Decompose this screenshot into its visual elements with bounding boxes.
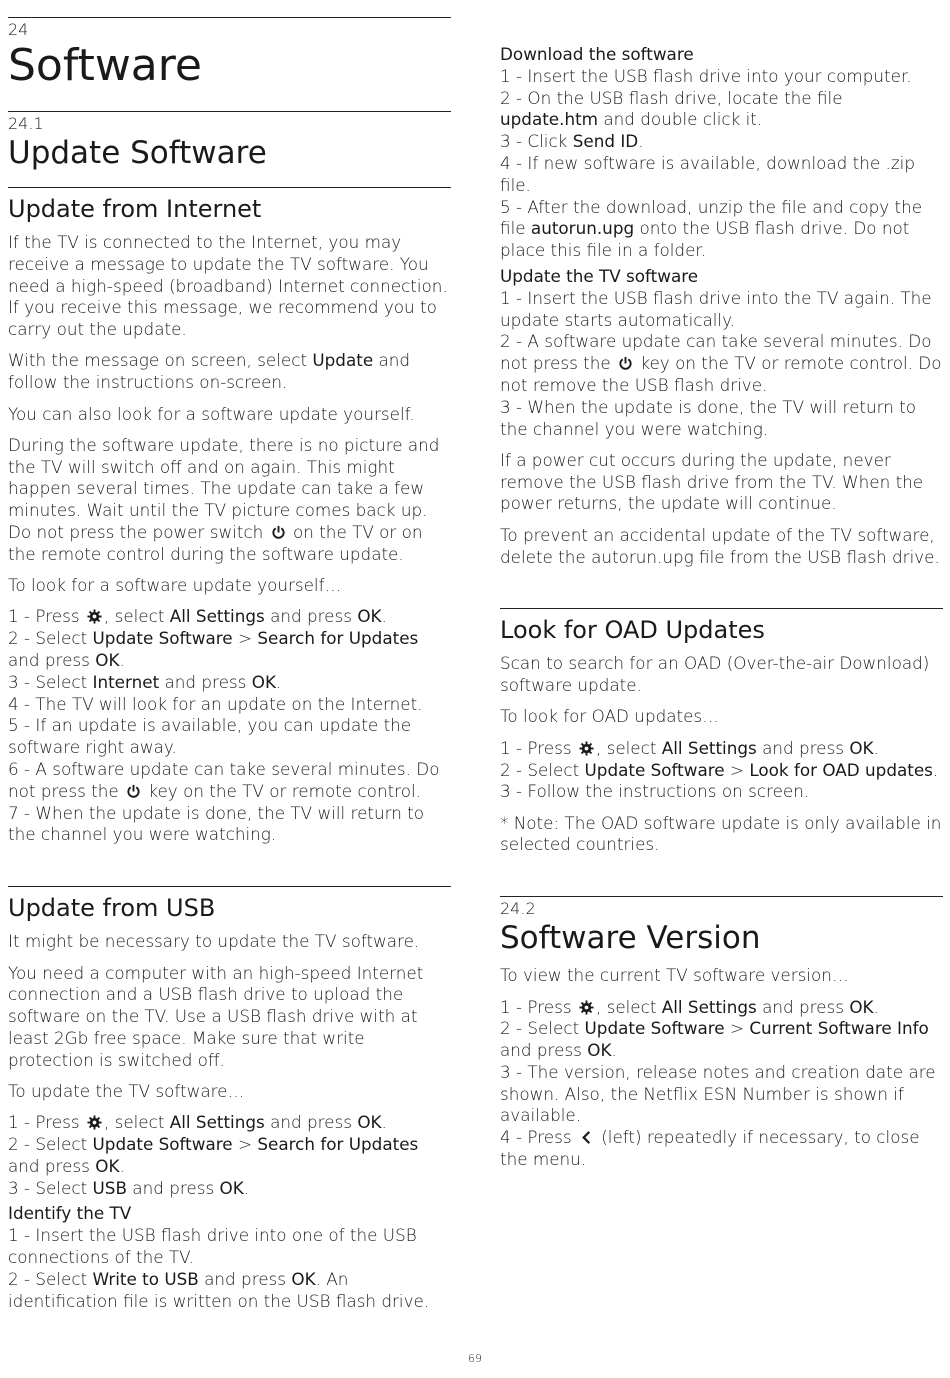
list-item: 1 - Insert the USB flash drive into one of the USB connections of the TV. — [8, 1225, 417, 1268]
section-number: 24.1 — [8, 114, 44, 133]
paragraph: To prevent an accidental update of the TV software, delete the autorun.upg file from the USB flash drive. — [500, 524, 940, 567]
gear-icon — [579, 741, 594, 756]
list-item: 1 - Press , select All Settings and press OK. — [8, 1112, 387, 1133]
chapter-rule — [8, 17, 451, 18]
list-item: 3 - When the update is done, the TV will return to the channel you were watching. — [500, 396, 917, 439]
paragraph: It might be necessary to update the TV software. — [8, 931, 420, 952]
list-item: 1 - Press , select All Settings and press OK. — [500, 737, 879, 758]
gear-icon — [87, 609, 102, 624]
list-item: 3 - The version, release notes and creation date are shown. Also, the Netflix ESN Number is shown if available. — [500, 1061, 936, 1126]
section-title: Software Version — [500, 920, 761, 957]
list-item: 6 - A software update can take several minutes. Do not press the key on the TV or remote control. — [8, 759, 440, 801]
list-item: 2 - Select Update Software > Search for Updates and press OK. — [8, 1134, 419, 1176]
paragraph: You need a computer with an high-speed Internet connection and a USB flash drive to upload the software on the TV. Use a USB flash drive with at least 2Gb free space. Make sure that write protection is switched off. — [8, 962, 424, 1070]
section-rule — [8, 111, 451, 112]
list-item: 3 - Click Send ID. — [500, 131, 644, 152]
left-column — [8, 0, 451, 1312]
list-item: 1 - Press , select All Settings and press OK. — [500, 996, 879, 1017]
chapter-number: 24 — [8, 20, 29, 39]
list-item: 1 - Press , select All Settings and press OK. — [8, 606, 387, 627]
subsection-rule — [8, 886, 451, 887]
section-rule — [500, 896, 943, 897]
subsection-title-usb: Update from USB — [8, 894, 216, 923]
paragraph: To look for OAD updates… — [500, 706, 719, 727]
page-number: 69 — [468, 1352, 482, 1365]
subheading-update-tv: Update the TV software — [500, 265, 699, 286]
subheading-download: Download the software — [500, 44, 694, 64]
list-item: 4 - Press (left) repeatedly if necessary, to close the menu. — [500, 1127, 920, 1170]
list-item: 2 - Select Update Software > Search for Updates and press OK. — [8, 628, 419, 671]
power-icon — [126, 784, 141, 799]
paragraph: With the message on screen, select Update and follow the instructions on-screen. — [8, 350, 411, 393]
list-item: 2 - Select Write to USB and press OK. An identification file is written on the USB flash drive. — [8, 1268, 430, 1311]
note: * Note: The OAD software update is only available in selected countries. — [500, 812, 942, 855]
list-item: 2 - On the USB flash drive, locate the file update.htm and double click it. — [500, 87, 843, 130]
paragraph: To update the TV software… — [8, 1081, 245, 1101]
list-item: 2 - Select Update Software > Current Software Info and press OK. — [500, 1018, 929, 1061]
paragraph: You can also look for a software update yourself. — [8, 403, 415, 424]
right-column — [500, 0, 943, 1171]
paragraph: To look for a software update yourself… — [8, 575, 342, 596]
paragraph: If a power cut occurs during the update, never remove the USB flash drive from the TV. When the power returns, the update will continue. — [500, 449, 924, 514]
section-number: 24.2 — [500, 899, 536, 919]
paragraph: If the TV is connected to the Internet, you may receive a message to update the TV software. You need a high-speed (broadband) Internet connection. If you receive this message, we recommend you to carry out the update. — [8, 232, 448, 340]
list-item: 5 - If an update is available, you can update the software right away. — [8, 715, 412, 758]
list-item: 3 - Select Internet and press OK. — [8, 671, 282, 692]
subsection-rule — [500, 608, 943, 609]
subsection-title-oad: Look for OAD Updates — [500, 616, 765, 645]
subsection-title-internet: Update from Internet — [8, 195, 262, 223]
gear-icon — [579, 1000, 594, 1015]
power-icon — [618, 356, 633, 371]
list-item: 3 - Follow the instructions on screen. — [500, 781, 810, 802]
paragraph: To view the current TV software version… — [500, 965, 849, 986]
gear-icon — [87, 1115, 102, 1130]
list-item: 4 - The TV will look for an update on the Internet. — [8, 693, 423, 714]
subsection-rule — [8, 187, 451, 188]
list-item: 5 - After the download, unzip the file and copy the file autorun.upg onto the USB flash drive. Do not place this file in a folder. — [500, 196, 923, 261]
list-item: 7 - When the update is done, the TV will return to the channel you were watching. — [8, 802, 425, 845]
chapter-title: Software — [8, 40, 202, 91]
paragraph: During the software update, there is no picture and the TV will switch off and on again. This might happen several times. The update can take a few minutes. Wait until the TV picture comes back up. Do not press the power switch on the TV or on the remote control during the software update. — [8, 434, 440, 564]
list-item: 2 - Select Update Software > Look for OAD updates. — [500, 759, 939, 780]
power-icon — [271, 525, 286, 540]
list-item: 3 - Select USB and press OK. — [8, 1177, 250, 1198]
list-item: 1 - Insert the USB flash drive into the TV again. The update starts automatically. — [500, 287, 932, 330]
paragraph: Scan to search for an OAD (Over-the-air Download) software update. — [500, 653, 930, 696]
section-title: Update Software — [8, 135, 267, 171]
list-item: 2 - A software update can take several minutes. Do not press the key on the TV or remote control. Do not remove the USB flash drive. — [500, 331, 942, 395]
chevron-left-icon — [579, 1130, 594, 1145]
list-item: 4 - If new software is available, download the .zip file. — [500, 152, 915, 195]
subheading-identify: Identify the TV — [8, 1203, 132, 1224]
list-item: 1 - Insert the USB flash drive into your computer. — [500, 65, 912, 86]
